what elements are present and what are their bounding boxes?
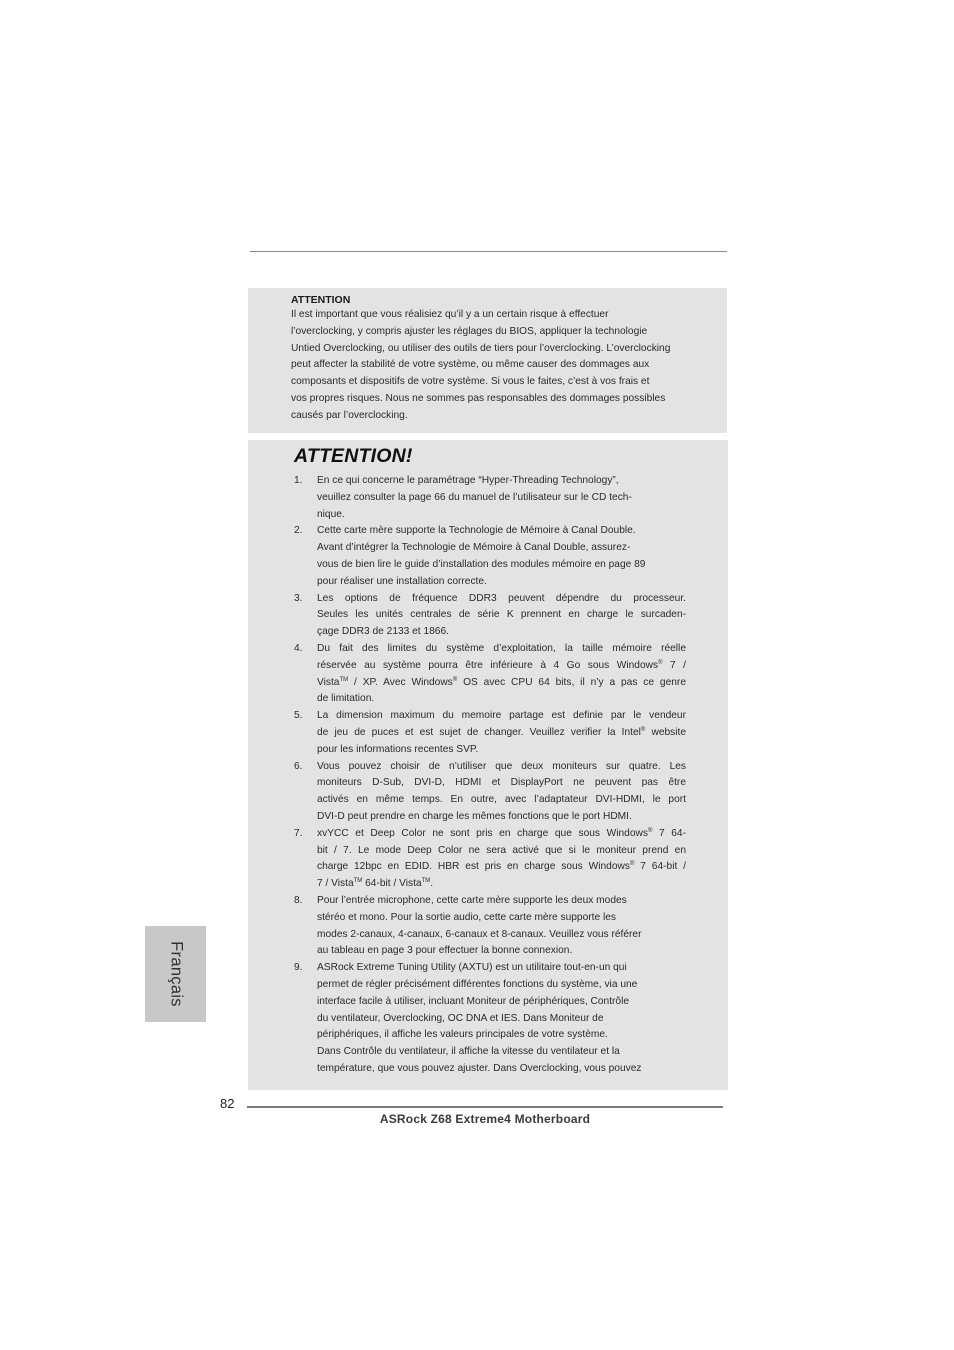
- language-tab-label: Français: [167, 941, 185, 1007]
- notice-line: Il est important que vous réalisiez qu’il y a un certain risque à effectuer: [291, 309, 609, 320]
- item-line: veuillez consulter la page 66 du manuel de l’utilisateur sur le CD tech-: [317, 491, 632, 503]
- notice-line: causés par l’overclocking.: [291, 409, 408, 421]
- attention-item: [294, 893, 686, 960]
- item-line: température, que vous pouvez ajuster. Dans Overclocking, vous pouvez: [317, 1062, 642, 1074]
- item-line: nique.: [317, 508, 345, 520]
- item-line: périphériques, il affiche les valeurs principales de votre système.: [317, 1029, 608, 1041]
- item-line: Du fait des limites du système d’exploitation, la taille mémoire réelle: [317, 642, 686, 654]
- top-divider: [250, 251, 727, 252]
- notice-text: [291, 307, 711, 425]
- attention-list: [294, 473, 686, 1078]
- item-line: Vista™ / XP. Avec Windows® OS avec CPU 64 bits, il n’y a pas ce genre: [317, 676, 686, 688]
- footer-title: ASRock Z68 Extreme4 Motherboard: [379, 1112, 591, 1126]
- overclocking-notice: [248, 288, 727, 433]
- item-number: 2.: [294, 525, 303, 537]
- item-line: réservée au système pourra être inférieure à 4 Go sous Windows® 7 /: [317, 659, 686, 671]
- item-line: 7 / Vista™ 64-bit / Vista™.: [317, 878, 434, 890]
- item-number: 8.: [294, 894, 303, 906]
- attention-item: [294, 473, 686, 523]
- page-number: 82: [220, 1096, 235, 1111]
- item-line: DVI-D peut prendre en charge les mêmes fonctions que le port HDMI.: [317, 810, 632, 822]
- attention-item: [294, 591, 686, 641]
- item-line: stéréo et mono. Pour la sortie audio, cette carte mère supporte les: [317, 911, 616, 923]
- item-line: moniteurs D-Sub, DVI-D, HDMI et DisplayPort ne peuvent pas être: [317, 777, 686, 789]
- item-line: Avant d’intégrer la Technologie de Mémoire à Canal Double, assurez-: [317, 542, 631, 554]
- item-line: Pour l’entrée microphone, cette carte mère supporte les deux modes: [317, 894, 627, 906]
- item-line: de limitation.: [317, 693, 375, 705]
- notice-title: ATTENTION: [291, 294, 351, 306]
- item-line: Les options de fréquence DDR3 peuvent dépendre du processeur.: [317, 592, 686, 604]
- language-tab: [145, 926, 206, 1022]
- item-number: 5.: [294, 710, 303, 722]
- item-line: au tableau en page 3 pour effectuer la bonne connexion.: [317, 945, 573, 957]
- item-line: pour les informations recentes SVP.: [317, 743, 479, 755]
- item-line: bit / 7. Le mode Deep Color ne sera activé que si le moniteur prend en: [317, 844, 686, 856]
- item-line: interface facile à utiliser, incluant Moniteur de périphériques, Contrôle: [317, 995, 630, 1007]
- item-line: Cette carte mère supporte la Technologie de Mémoire à Canal Double.: [317, 525, 636, 537]
- item-line: pour réaliser une installation correcte.: [317, 575, 487, 587]
- item-line: çage DDR3 de 2133 et 1866.: [317, 626, 449, 638]
- attention-box: [248, 440, 728, 1090]
- notice-line: composants et dispositifs de votre système. Si vous le faites, c’est à vos frais et: [291, 376, 650, 388]
- notice-line: Untied Overclocking, ou utiliser des outils de tiers pour l’overclocking. L’overclocking: [291, 342, 671, 354]
- notice-line: vos propres risques. Nous ne sommes pas responsables des dommages possibles: [291, 392, 666, 404]
- attention-item: [294, 960, 686, 1078]
- attention-item: [294, 759, 686, 826]
- item-line: du ventilateur, Overclocking, OC DNA et IES. Dans Moniteur de: [317, 1012, 604, 1024]
- item-line: Seules les unités centrales de série K prennent en charge le surcaden-: [317, 609, 686, 621]
- notice-line: l’overclocking, y compris ajuster les réglages du BIOS, appliquer la technologie: [291, 325, 648, 337]
- item-number: 6.: [294, 760, 303, 772]
- attention-heading: ATTENTION!: [294, 445, 413, 467]
- attention-item: [294, 826, 686, 893]
- item-number: 3.: [294, 592, 303, 604]
- attention-item: [294, 523, 686, 590]
- item-line: permet de régler précisément différentes fonctions du système, via une: [317, 978, 638, 990]
- bottom-divider: [247, 1106, 723, 1108]
- attention-item: [294, 708, 686, 758]
- item-line: xvYCC et Deep Color ne sont pris en charge que sous Windows® 7 64-: [317, 827, 686, 839]
- item-line: La dimension maximum du memoire partage est definie par le vendeur: [317, 710, 686, 722]
- item-line: modes 2-canaux, 4-canaux, 6-canaux et 8-canaux. Veuillez vous référer: [317, 928, 642, 940]
- item-number: 7.: [294, 827, 303, 839]
- item-line: Vous pouvez choisir de n’utiliser que deux moniteurs sur quatre. Les: [317, 760, 686, 772]
- item-line: charge 12bpc en EDID. HBR est pris en charge sous Windows® 7 64-bit /: [317, 861, 686, 873]
- item-line: activés en même temps. En outre, avec l’adaptateur DVI-HDMI, le port: [317, 794, 686, 806]
- attention-item: [294, 641, 686, 708]
- item-number: 1.: [294, 475, 303, 486]
- notice-line: peut affecter la stabilité de votre système, ou même causer des dommages aux: [291, 359, 650, 371]
- item-number: 4.: [294, 642, 303, 654]
- item-line: de jeu de puces et est sujet de changer. Veuillez verifier la Intel® website: [317, 726, 687, 738]
- item-line: vous de bien lire le guide d’installation des modules mémoire en page 89: [317, 558, 646, 570]
- item-line: ASRock Extreme Tuning Utility (AXTU) est un utilitaire tout-en-un qui: [317, 962, 627, 974]
- item-line: Dans Contrôle du ventilateur, il affiche la vitesse du ventilateur et la: [317, 1046, 620, 1058]
- item-line: En ce qui concerne le paramétrage “Hyper-Threading Technology”,: [317, 475, 619, 486]
- item-number: 9.: [294, 962, 303, 974]
